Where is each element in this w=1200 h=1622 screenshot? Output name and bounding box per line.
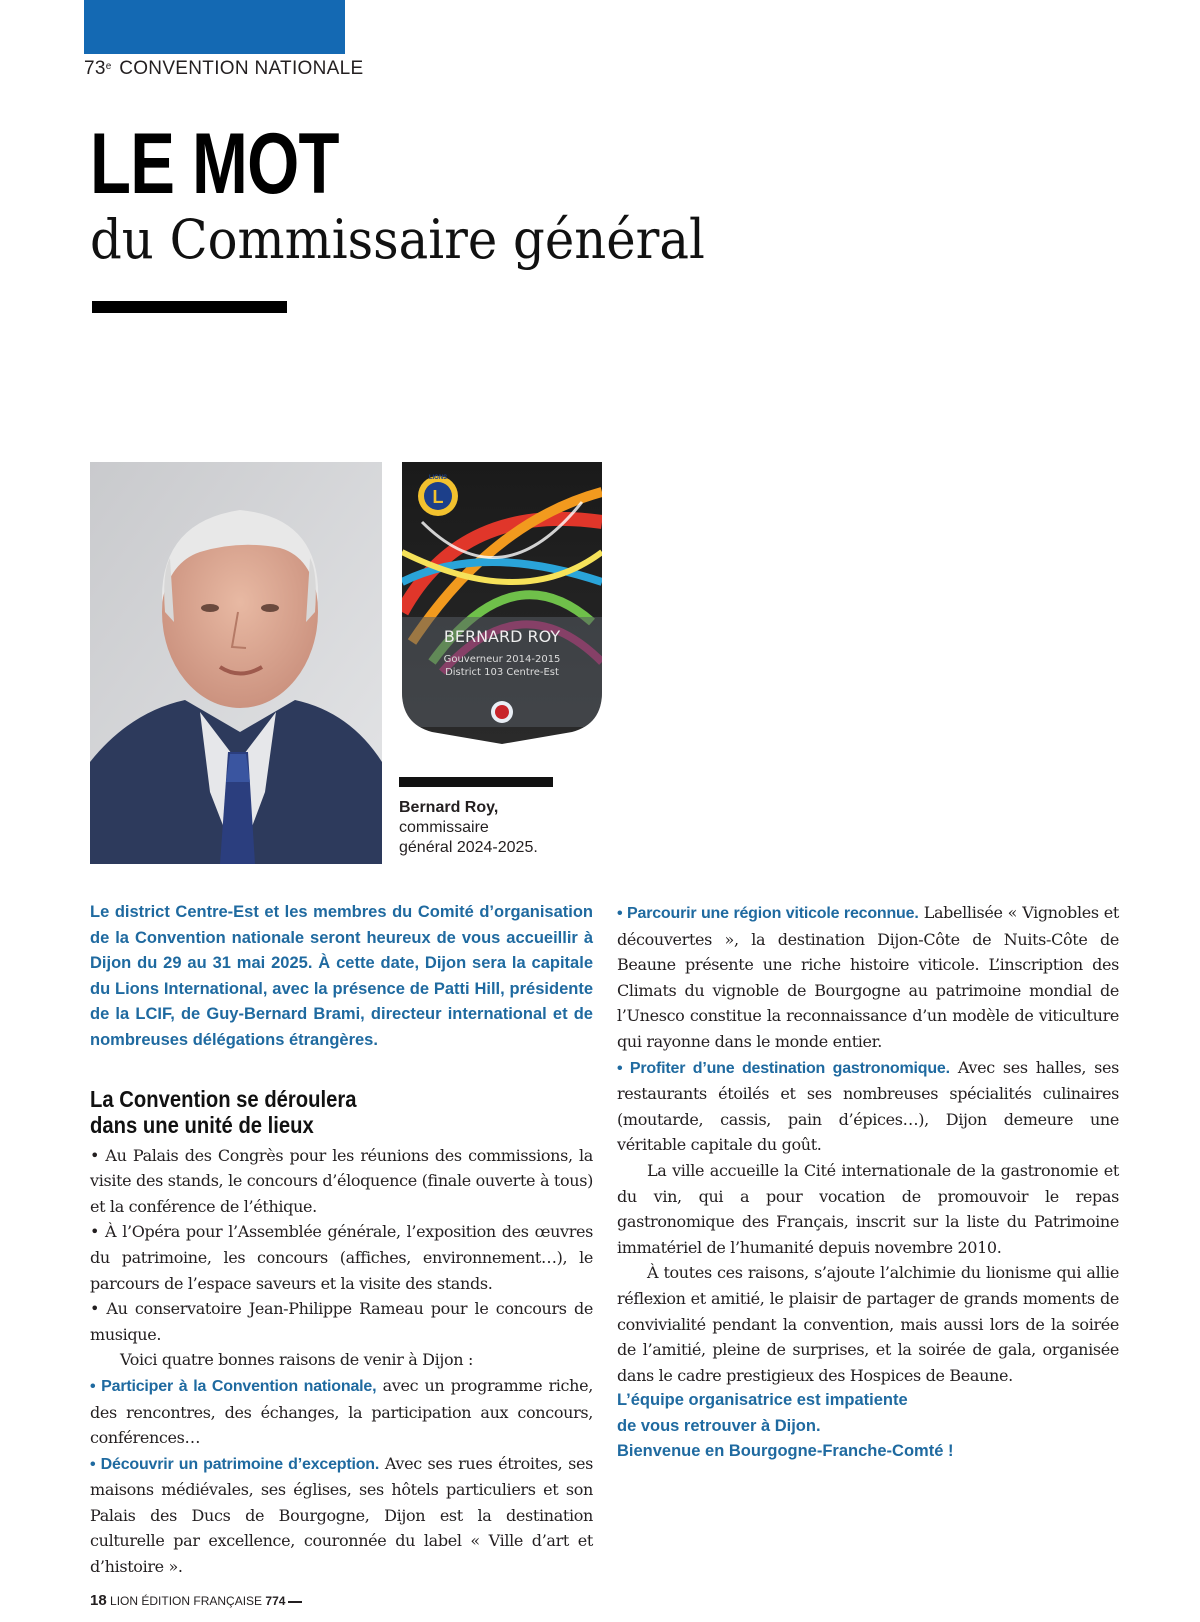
closing-message — [617, 1388, 1119, 1465]
closing-line2: de vous retrouver à Dijon. — [617, 1416, 821, 1435]
reason-2 — [90, 1451, 593, 1580]
reason-4-text: Avec ses halles, ses restaurants étoilés et ses nombreuses spécialités culinaires (moutarde, cassis, pain d’épices…), Dijon demeure une véritable capitale du goût. — [617, 1057, 1119, 1155]
badge-line1: Gouverneur 2014-2015 — [443, 654, 561, 665]
caption-role-line1: commissaire — [399, 819, 489, 836]
section-heading-line1: La Convention se déroulera — [90, 1085, 357, 1112]
portrait-photo — [90, 462, 382, 864]
reason-4 — [617, 1055, 1119, 1158]
reason-2-title: • Découvrir un patrimoine d’exception. — [90, 1455, 380, 1473]
page-title: LE MOT — [90, 116, 339, 212]
section-color-tab — [84, 0, 345, 54]
badge-line2: District 103 Centre-Est — [445, 667, 559, 678]
page-footer — [90, 1592, 302, 1609]
paragraph-conservatoire: • Au conservatoire Jean-Philippe Rameau pour le concours de musique. — [90, 1299, 593, 1344]
title-underline — [92, 301, 287, 313]
reason-1-title: • Participer à la Convention nationale, — [90, 1377, 377, 1395]
paragraph-reasons-intro: Voici quatre bonnes raisons de venir à Dijon : — [120, 1350, 474, 1370]
photo-caption — [399, 798, 538, 858]
article-column-left — [90, 900, 593, 1580]
article-column-right — [617, 900, 1119, 1465]
caption-role-line2: général 2024-2025. — [399, 839, 538, 856]
section-number-suffix: e — [105, 61, 112, 72]
caption-rule — [399, 777, 553, 787]
closing-line1: L’équipe organisatrice est impatiente — [617, 1391, 908, 1410]
section-heading — [90, 1086, 533, 1138]
caption-name: Bernard Roy, — [399, 799, 499, 816]
publication-name: LION ÉDITION FRANÇAISE — [110, 1594, 263, 1608]
paragraph-cite-gastronomie: La ville accueille la Cité internationale de la gastronomie et du vin, qui a pour vocation de promouvoir le repas gastronomique des Français, inscrit sur la liste du Patrimoine immatériel de l’humanité depuis novembre 2010. — [617, 1160, 1119, 1257]
issue-number: 774 — [265, 1594, 286, 1608]
reason-3-text: Labellisée « Vignobles et découvertes », la destination Dijon-Côte de Nuits-Côte de Beaune présente une riche histoire viticole. L’inscription des Climats du vignoble de Bourgogne au patrimoine mondial de l’Unesco constitue la reconnaissance d’un modèle de viticulture qui rayonne dans le monde entier. — [617, 903, 1119, 1051]
section-label — [84, 58, 363, 80]
article-intro: Le district Centre-Est et les membres du Comité d’organisation de la Convention nationale seront heureux de vous accueillir à Dijon du 29 au 31 mai 2025. À cette date, Dijon sera la capitale du Lions International, avec la présence de Patti Hill, présidente de la LCIF, de Guy-Bernard Brami, directeur international et de nombreuses délégations étrangères. — [90, 903, 593, 1049]
page-subtitle: du Commissaire général — [90, 208, 705, 271]
paragraph-lionisme: À toutes ces raisons, s’ajoute l’alchimie du lionisme qui allie réflexion et amitié, le plaisir de partager de grands moments de convivialité pendant la convention, mais aussi lors de la soirée de l’amitié, pleine de surprises, et la soirée de gala, organisée dans le cadre prestigieux des Hospices de Beaune. — [617, 1263, 1119, 1385]
reason-3 — [617, 900, 1119, 1055]
svg-text:L: L — [432, 487, 444, 507]
closing-line3: Bienvenue en Bourgogne-Franche-Comté ! — [617, 1442, 954, 1461]
badge-name: BERNARD ROY — [443, 627, 561, 646]
governor-badge — [402, 462, 602, 744]
reason-2-text: Avec ses rues étroites, ses maisons médiévales, ses églises, ses hôtels particuliers et son Palais des Ducs de Bourgogne, Dijon est la destination culturelle par excellence, couronnée du label « Ville d’art et d’histoire ». — [90, 1453, 593, 1577]
paragraph-opera: • À l’Opéra pour l’Assemblée générale, l’exposition des œuvres du patrimoine, les concours (affiches, environnement…), le parcours de l’espace saveurs et la visite des stands. — [90, 1222, 593, 1293]
reason-1 — [90, 1373, 593, 1451]
reason-3-title: • Parcourir une région viticole reconnue. — [617, 905, 919, 922]
badge-logo-text: LIONS — [428, 475, 448, 481]
footer-dash — [288, 1601, 302, 1603]
badge-illustration — [402, 462, 602, 744]
section-text: CONVENTION NATIONALE — [119, 58, 364, 79]
section-heading-line2: dans une unité de lieux — [90, 1111, 314, 1138]
paragraph-palais: • Au Palais des Congrès pour les réunions des commissions, la visite des stands, le concours d’éloquence (finale ouverte à tous) et la conférence de l’éthique. — [90, 1145, 593, 1216]
portrait-illustration — [90, 462, 382, 864]
reason-1-text: avec un programme riche, des rencontres, des échanges, la participation aux concours, conférences… — [90, 1375, 593, 1448]
page-number: 18 — [90, 1592, 107, 1609]
reason-4-title: • Profiter d’une destination gastronomique. — [617, 1059, 950, 1077]
section-number: 73 — [84, 58, 106, 79]
